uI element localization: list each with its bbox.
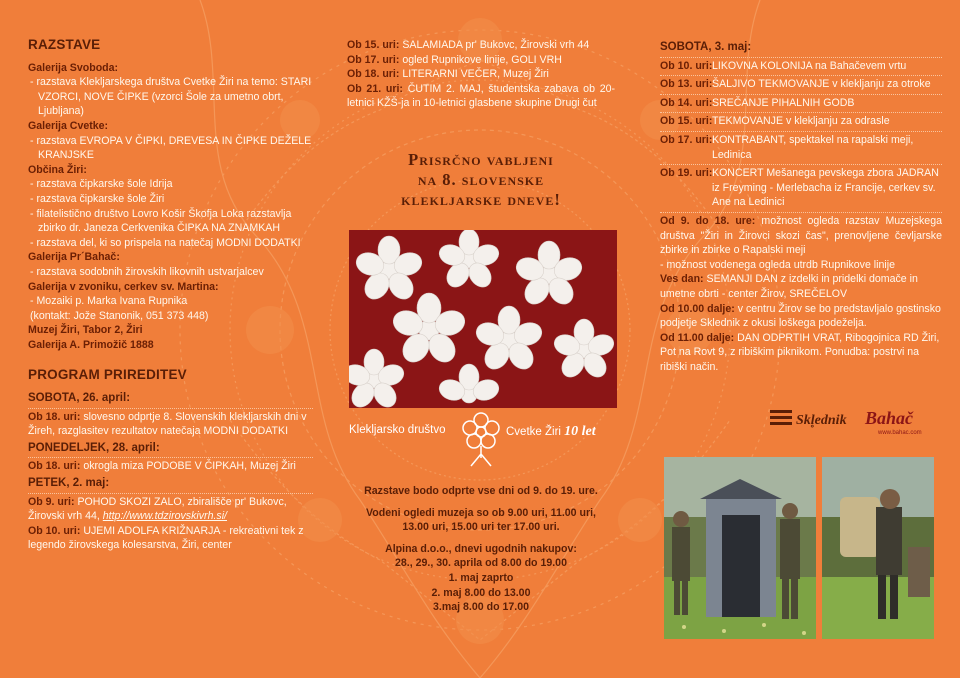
extra-time: Od 9. do 18. ure: [660, 214, 756, 227]
gallery-block [28, 280, 313, 324]
right-column [660, 38, 942, 374]
program-heading: PROGRAM PRIREDITEV [28, 367, 187, 383]
gallery-item: - razstava čipkarske šole Žiri [30, 192, 165, 205]
event-text: TEKMOVANJE v klekljanju za odrasle [712, 115, 890, 128]
event-text: SREČANJE PIHALNIH GODB [712, 96, 855, 109]
event-text: KONTRABANT, spektakel na rapalski meji, Ledinica [712, 133, 914, 161]
gallery-item: - razstava Klekljarskega društva Cvetke Žiri na temo: STARI VZORCI, NOVE ČIPKE (vzorci Šole za umetno obrt, Ljubljana) [30, 76, 312, 118]
day-title: SOBOTA, 3. maj: [660, 41, 752, 53]
event-time: Ob 14. uri: [660, 96, 713, 109]
gallery-block [28, 61, 313, 119]
day-title: PONEDELJEK, 28. april: [28, 441, 160, 454]
smugglers-hut-photo [664, 457, 816, 639]
gallery-block [28, 163, 313, 251]
divider [660, 75, 942, 76]
society-place-text: Cvetke Žiri [506, 426, 561, 438]
muzej-address: Muzej Žiri, Tabor 2, Žiri [28, 324, 143, 337]
event-text: SALAMIADA pr' Bukovc, Žirovski vrh 44 [402, 39, 590, 51]
extra-time: Od 11.00 dalje: [660, 331, 735, 344]
photo-image [822, 457, 934, 639]
gallery-item: - razstava čipkarske šole Idrija [30, 178, 173, 191]
event-text: ogled Rupnikove linije, GOLI VRH [402, 53, 562, 66]
gallery-title: Galerija v zvoniku, cerkev sv. Martina: [28, 280, 219, 293]
gallery-block [28, 250, 313, 279]
event-time: Ob 17. uri: [660, 133, 713, 146]
event-row [660, 96, 942, 111]
gallery-item: - razstava del, ki so prispela na natečaj MODNI DODATKI [30, 236, 301, 249]
event-row [660, 114, 942, 129]
skladnik-logo-icon [770, 410, 847, 428]
gallery-title: Galerija Svoboda: [28, 61, 119, 74]
gallery-item: (kontakt: Jože Stanonik, 051 373 448) [30, 309, 209, 322]
extra-row [660, 302, 942, 331]
event-row [347, 53, 615, 68]
info-line: 28., 29., 30. aprila od 8.00 do 19.00 [395, 557, 567, 570]
gallery-item: - razstava sodobnih žirovskih likovnih ustvarjalcev [30, 265, 264, 278]
event-time: Ob 15. uri: [660, 115, 713, 128]
opening-info [347, 484, 615, 622]
middle-column [347, 38, 615, 111]
event-time: Ob 21. uri: [347, 82, 403, 95]
divider [28, 408, 313, 409]
info-paragraph [347, 484, 615, 499]
society-name: Klekljarsko društvo [349, 424, 446, 436]
extra-text: možnost ogleda razstav Muzejskega društva "Žiri in Žirovci skozi čas", prenovljene čevljarske zbirke in zbirke o Rapalski meji [660, 214, 942, 257]
left-column [28, 38, 313, 553]
bahac-logo-text: Bahač [865, 408, 914, 428]
event-row [28, 524, 313, 553]
event-time: Ob 18. uri: [28, 410, 81, 423]
info-line: 2. maj 8.00 do 13.00 [431, 586, 531, 599]
event-text: ČUTIM 2. MAJ, študentska zabava ob 20-letnici KŽŠ-ja in 10-letnici glasbene skupine Drugi čut [347, 82, 616, 110]
bahac-logo-url: www.bahac.com [878, 430, 922, 436]
skladnik-logo-text: Skl̥ednik [796, 413, 847, 428]
event-time: Ob 10. uri: [660, 59, 713, 72]
carrier-photo [822, 457, 934, 639]
lace-flowers-image [349, 230, 617, 408]
event-time: Ob 15. uri: [347, 39, 400, 51]
extra-row [660, 272, 942, 301]
info-line: 1. maj zaprto [448, 571, 514, 584]
invite-line: klekljarske dneve! [401, 190, 561, 209]
extra-text: - možnost vodenega ogleda utrdb Rupnikove linije [660, 258, 895, 271]
lace-photo [349, 230, 617, 408]
divider [660, 164, 942, 165]
divider [660, 57, 942, 58]
event-time: Ob 19. uri: [660, 167, 713, 180]
bahac-logo-icon [864, 408, 922, 436]
invite-line: Prisrčno vabljeni [408, 150, 554, 169]
gallery-title: Občina Žiri: [28, 163, 87, 176]
event-text: okrogla miza PODOBE V ČIPKAH, Muzej Žiri [83, 460, 296, 473]
extra-time: Od 10.00 dalje: [660, 302, 735, 315]
day-title: PETEK, 2. maj: [28, 477, 110, 490]
info-paragraph [347, 542, 615, 615]
razstave-heading: RAZSTAVE [28, 37, 101, 52]
event-row [660, 77, 942, 92]
divider [660, 131, 942, 132]
event-row [347, 67, 615, 82]
society-years: 10 let [564, 424, 596, 439]
event-row [28, 459, 313, 474]
gallery-title: Galerija Cvetke: [28, 119, 109, 132]
sponsor-logos-svg [770, 400, 940, 440]
event-row [347, 38, 615, 53]
extra-text: DAN ODPRTIH VRAT, Ribogojnica RD Žiri, Pot na Rovt 9, z ribiškim piknikom. Ponudba: postrvi na ribiški način. [660, 331, 940, 373]
extra-text: v centru Žirov se bo predstavljalo gostinsko podjetje Sklednik z okusi loškega podeželja. [660, 302, 941, 330]
lace-flower-logo-icon [461, 412, 501, 468]
extra-text: SEMANJI DAN z izdelki in pridelki domače in umetne obrti - center Žirov, SREČELOV [660, 273, 918, 300]
event-text: POHOD SKOZI ZALO, zbirališče pr' Bukovc, Žirovski vrh 44, [28, 495, 287, 523]
divider [28, 493, 313, 494]
galerija-primozic: Galerija A. Primožič 1888 [28, 338, 154, 351]
event-text: ŠALJIVO TEKMOVANJE v klekljanju za otroke [712, 78, 931, 91]
invitation-heading [347, 150, 615, 210]
event-time: Ob 18. uri: [28, 460, 81, 473]
gallery-item: - Mozaiki p. Marka Ivana Rupnika [30, 295, 188, 308]
event-text: LIKOVNA KOLONIJA na Bahačevem vrtu [712, 59, 907, 72]
info-line: 13.00 uri, 15.00 uri ter 17.00 uri. [402, 521, 560, 534]
event-time: Ob 17. uri: [347, 53, 400, 66]
event-row [28, 495, 313, 524]
info-line: Razstave bodo odprte vse dni od 9. do 19. ure. [364, 485, 598, 497]
divider [28, 457, 313, 458]
info-line: Vodeni ogledi muzeja so ob 9.00 uri, 11.00 uri, [366, 506, 596, 519]
divider [660, 112, 942, 113]
event-time: Ob 10. uri: [28, 524, 81, 537]
event-time: Ob 13. uri: [660, 78, 713, 91]
event-row [347, 82, 615, 111]
sponsor-logos [770, 400, 940, 440]
event-text: KONCERT Mešanega pevskega zbora JADRAN iz Freyming - Merlebacha iz Francije, cerkev sv. Ane na Ledinici [712, 167, 939, 209]
society-place [506, 424, 596, 440]
extra-row [660, 258, 942, 273]
event-text: UJEMI ADOLFA KRIŽNARJA - rekreativni tek z legendo žirovskega kolesarstva, Žiri, center [28, 524, 304, 552]
event-link[interactable]: http://www.tdzirovskivrh.si/ [102, 510, 227, 523]
day-title: SOBOTA, 26. april: [28, 392, 131, 405]
gallery-block [28, 119, 313, 163]
event-row [660, 166, 942, 210]
divider [660, 212, 942, 213]
extra-row [660, 331, 942, 375]
info-paragraph [347, 506, 615, 535]
extra-row [660, 214, 942, 258]
extra-time: Ves dan: [660, 273, 704, 286]
gallery-item: - filatelistično društvo Lovro Košir Škofja Loka razstavlja zbirko dr. Janeza Cerkvenika ČIPKA NA ZNAMKAH [30, 207, 292, 235]
info-line: 3.maj 8.00 do 17.00 [433, 601, 529, 614]
gallery-title: Galerija Pr´Bahač: [28, 251, 120, 264]
event-row [660, 59, 942, 74]
event-time: Ob 18. uri: [347, 68, 400, 81]
event-row [28, 410, 313, 439]
photo-image [664, 457, 816, 639]
event-text: LITERARNI VEČER, Muzej Žiri [402, 68, 549, 81]
event-time: Ob 9. uri: [28, 495, 75, 508]
society-logo-line [349, 410, 617, 470]
info-line: Alpina d.o.o., dnevi ugodnih nakupov: [385, 542, 577, 555]
divider [660, 94, 942, 95]
invite-line: na 8. slovenske [417, 170, 545, 189]
gallery-item: - razstava EVROPA V ČIPKI, DREVESA IN ČIPKE DEŽELE KRANJSKE [30, 134, 312, 162]
event-row [660, 133, 942, 162]
event-text: slovesno odprtje 8. Slovenskih klekljarskih dni v Žireh, razglasitev rezultatov natečaja MODNI DODATKI [28, 410, 307, 438]
